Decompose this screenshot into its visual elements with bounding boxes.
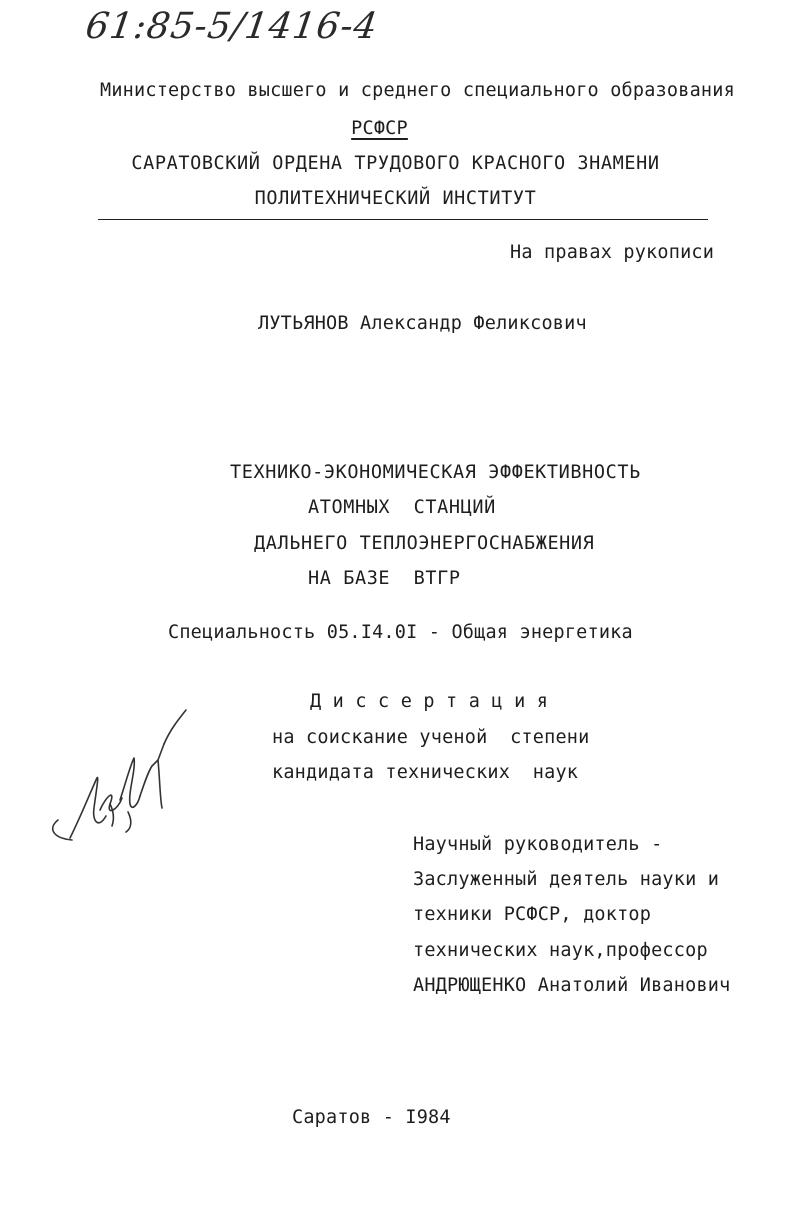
institute-line-2: ПОЛИТЕХНИЧЕСКИЙ ИНСТИТУТ <box>254 188 537 209</box>
signature-drawing <box>40 700 200 860</box>
dissertation-purpose-1: на соискание ученой степени <box>272 727 590 748</box>
title-line-4: НА БАЗЕ ВТГР <box>308 568 461 589</box>
supervisor-line-2: Заслуженный деятель науки и <box>413 869 720 890</box>
header-divider <box>98 219 708 220</box>
supervisor-line-4: технических наук,профессор <box>413 940 708 961</box>
institute-line-1: САРАТОВСКИЙ ОРДЕНА ТРУДОВОГО КРАСНОГО ЗНАМЕНИ <box>131 153 660 174</box>
speciality-line: Специальность 05.I4.0I - Общая энергетика <box>168 622 633 643</box>
title-line-1: ТЕХНИКО-ЭКОНОМИЧЕСКАЯ ЭФФЕКТИВНОСТЬ <box>230 462 641 483</box>
author-name: ЛУТЬЯНОВ Александр Феликсович <box>258 313 587 334</box>
dissertation-label: Д и с с е р т а ц и я <box>310 691 549 712</box>
ministry-line: Министерство высшего и среднего специального образования <box>100 80 735 101</box>
archive-number: 61:85-5/1416-4 <box>83 6 381 47</box>
place-and-year: Саратов - I984 <box>292 1107 451 1128</box>
title-line-2: АТОМНЫХ СТАНЦИЙ <box>308 497 496 518</box>
republic-line: РСФСР <box>351 118 408 139</box>
author-signature <box>40 700 200 860</box>
supervisor-line-5: АНДРЮЩЕНКО Анатолий Иванович <box>413 975 731 996</box>
supervisor-line-1: Научный руководитель - <box>413 834 663 855</box>
manuscript-rights: На правах рукописи <box>510 242 715 263</box>
dissertation-purpose-2: кандидата технических наук <box>272 762 579 783</box>
supervisor-line-3: техники РСФСР, доктор <box>413 904 652 925</box>
title-line-3: ДАЛЬНЕГО ТЕПЛОЭНЕРГОСНАБЖЕНИЯ <box>254 533 595 554</box>
